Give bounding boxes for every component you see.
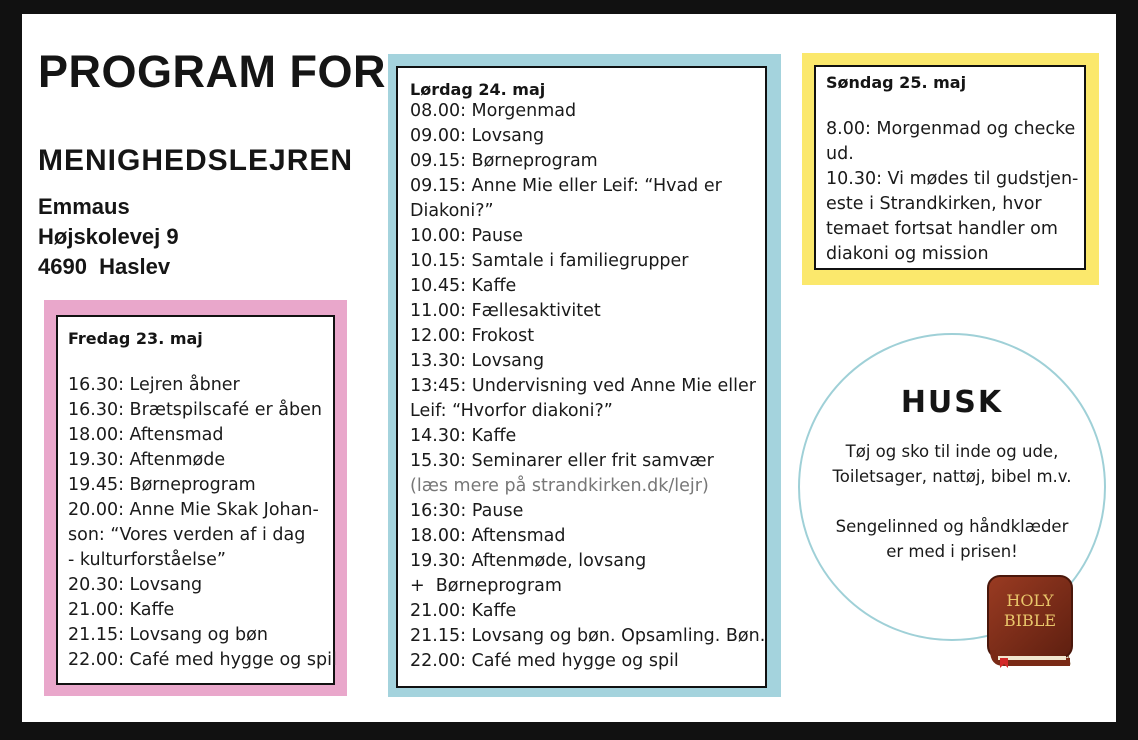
- husk-line: Toiletsager, nattøj, bibel m.v.: [832, 467, 1072, 486]
- schedule-line: 13.30: Lovsang: [410, 351, 545, 371]
- address-line-city: 4690 Haslev: [38, 254, 171, 279]
- friday-heading: Fredag 23. maj: [68, 329, 203, 348]
- schedule-line: 22.00: Café med hygge og spil: [68, 650, 337, 670]
- address-block: [38, 192, 179, 282]
- husk-line: [800, 489, 1104, 514]
- schedule-line: Leif: “Hvorfor diakoni?”: [410, 401, 613, 421]
- schedule-line: 18.00: Aftensmad: [410, 526, 566, 546]
- schedule-line: 08.00: Morgenmad: [410, 101, 577, 121]
- husk-line: Sengelinned og håndklæder: [835, 517, 1069, 536]
- schedule-line: 18.00: Aftensmad: [68, 425, 224, 445]
- schedule-line: 21.00: Kaffe: [68, 600, 175, 620]
- schedule-line: temaet fortsat handler om: [826, 219, 1058, 239]
- schedule-line: son: “Vores verden af i dag: [68, 525, 306, 545]
- address-line-venue: Emmaus: [38, 194, 130, 219]
- schedule-line: Diakoni?”: [410, 201, 494, 221]
- schedule-line: 16.30: Lejren åbner: [68, 375, 240, 395]
- schedule-line: 15.30: Seminarer eller frit samvær: [410, 451, 714, 471]
- husk-text: [800, 439, 1104, 564]
- schedule-line: 20.30: Lovsang: [68, 575, 203, 595]
- schedule-line: 16.30: Brætspilscafé er åben: [68, 400, 322, 420]
- schedule-line: este i Strandkirken, hvor: [826, 194, 1042, 214]
- schedule-line: 8.00: Morgenmad og checke: [826, 119, 1076, 139]
- husk-line: er med i prisen!: [886, 542, 1018, 561]
- schedule-line: 10.30: Vi mødes til gudstjen-: [826, 169, 1079, 189]
- schedule-line: 16:30: Pause: [410, 501, 524, 521]
- schedule-line: diakoni og mission: [826, 244, 989, 264]
- schedule-line: 09.15: Børneprogram: [410, 151, 598, 171]
- husk-title: HUSK: [900, 385, 1004, 420]
- schedule-line: + Børneprogram: [410, 576, 562, 596]
- schedule-line: 21.15: Lovsang og bøn. Opsamling. Bøn.: [410, 626, 766, 646]
- schedule-line: 10.45: Kaffe: [410, 276, 517, 296]
- husk-line: Tøj og sko til inde og ude,: [845, 442, 1059, 461]
- schedule-line: 20.00: Anne Mie Skak Johan-: [68, 500, 319, 520]
- saturday-heading: Lørdag 24. maj: [410, 80, 546, 99]
- schedule-line: 11.00: Fællesaktivitet: [410, 301, 601, 321]
- schedule-line: 12.00: Frokost: [410, 326, 535, 346]
- bible-icon-text-bible: BIBLE: [1003, 611, 1057, 630]
- address-line-street: Højskolevej 9: [38, 224, 179, 249]
- schedule-line: [68, 348, 323, 373]
- page-title: PROGRAM FOR: [38, 46, 386, 97]
- schedule-line: 19.30: Aftenmøde, lovsang: [410, 551, 647, 571]
- sunday-heading: Søndag 25. maj: [826, 73, 967, 92]
- schedule-line: 13:45: Undervisning ved Anne Mie eller: [410, 376, 756, 396]
- schedule-line: (læs mere på strandkirken.dk/lejr): [410, 476, 709, 496]
- sunday-schedule-panel: [814, 65, 1086, 270]
- page-subtitle: MENIGHEDSLEJREN: [38, 144, 354, 177]
- schedule-line: 09.00: Lovsang: [410, 126, 545, 146]
- schedule-line: - kulturforståelse”: [68, 550, 226, 570]
- friday-schedule-list: [68, 348, 337, 673]
- schedule-line: 21.00: Kaffe: [410, 601, 517, 621]
- bible-icon: [982, 572, 1078, 670]
- schedule-line: 21.15: Lovsang og bøn: [68, 625, 268, 645]
- schedule-line: 14.30: Kaffe: [410, 426, 517, 446]
- schedule-line: [826, 92, 1074, 117]
- bible-icon-text-holy: HOLY: [1006, 591, 1054, 610]
- saturday-schedule-panel: [396, 66, 767, 688]
- schedule-line: 09.15: Anne Mie eller Leif: “Hvad er: [410, 176, 722, 196]
- schedule-line: 10.00: Pause: [410, 226, 524, 246]
- friday-schedule-panel: [56, 315, 335, 685]
- schedule-line: 19.45: Børneprogram: [68, 475, 256, 495]
- schedule-line: 22.00: Café med hygge og spil: [410, 651, 679, 671]
- sunday-schedule-list: [826, 92, 1079, 267]
- schedule-line: ud.: [826, 144, 854, 164]
- schedule-line: 10.15: Samtale i familiegrupper: [410, 251, 689, 271]
- schedule-line: 19.30: Aftenmøde: [68, 450, 226, 470]
- saturday-schedule-list: [410, 99, 766, 674]
